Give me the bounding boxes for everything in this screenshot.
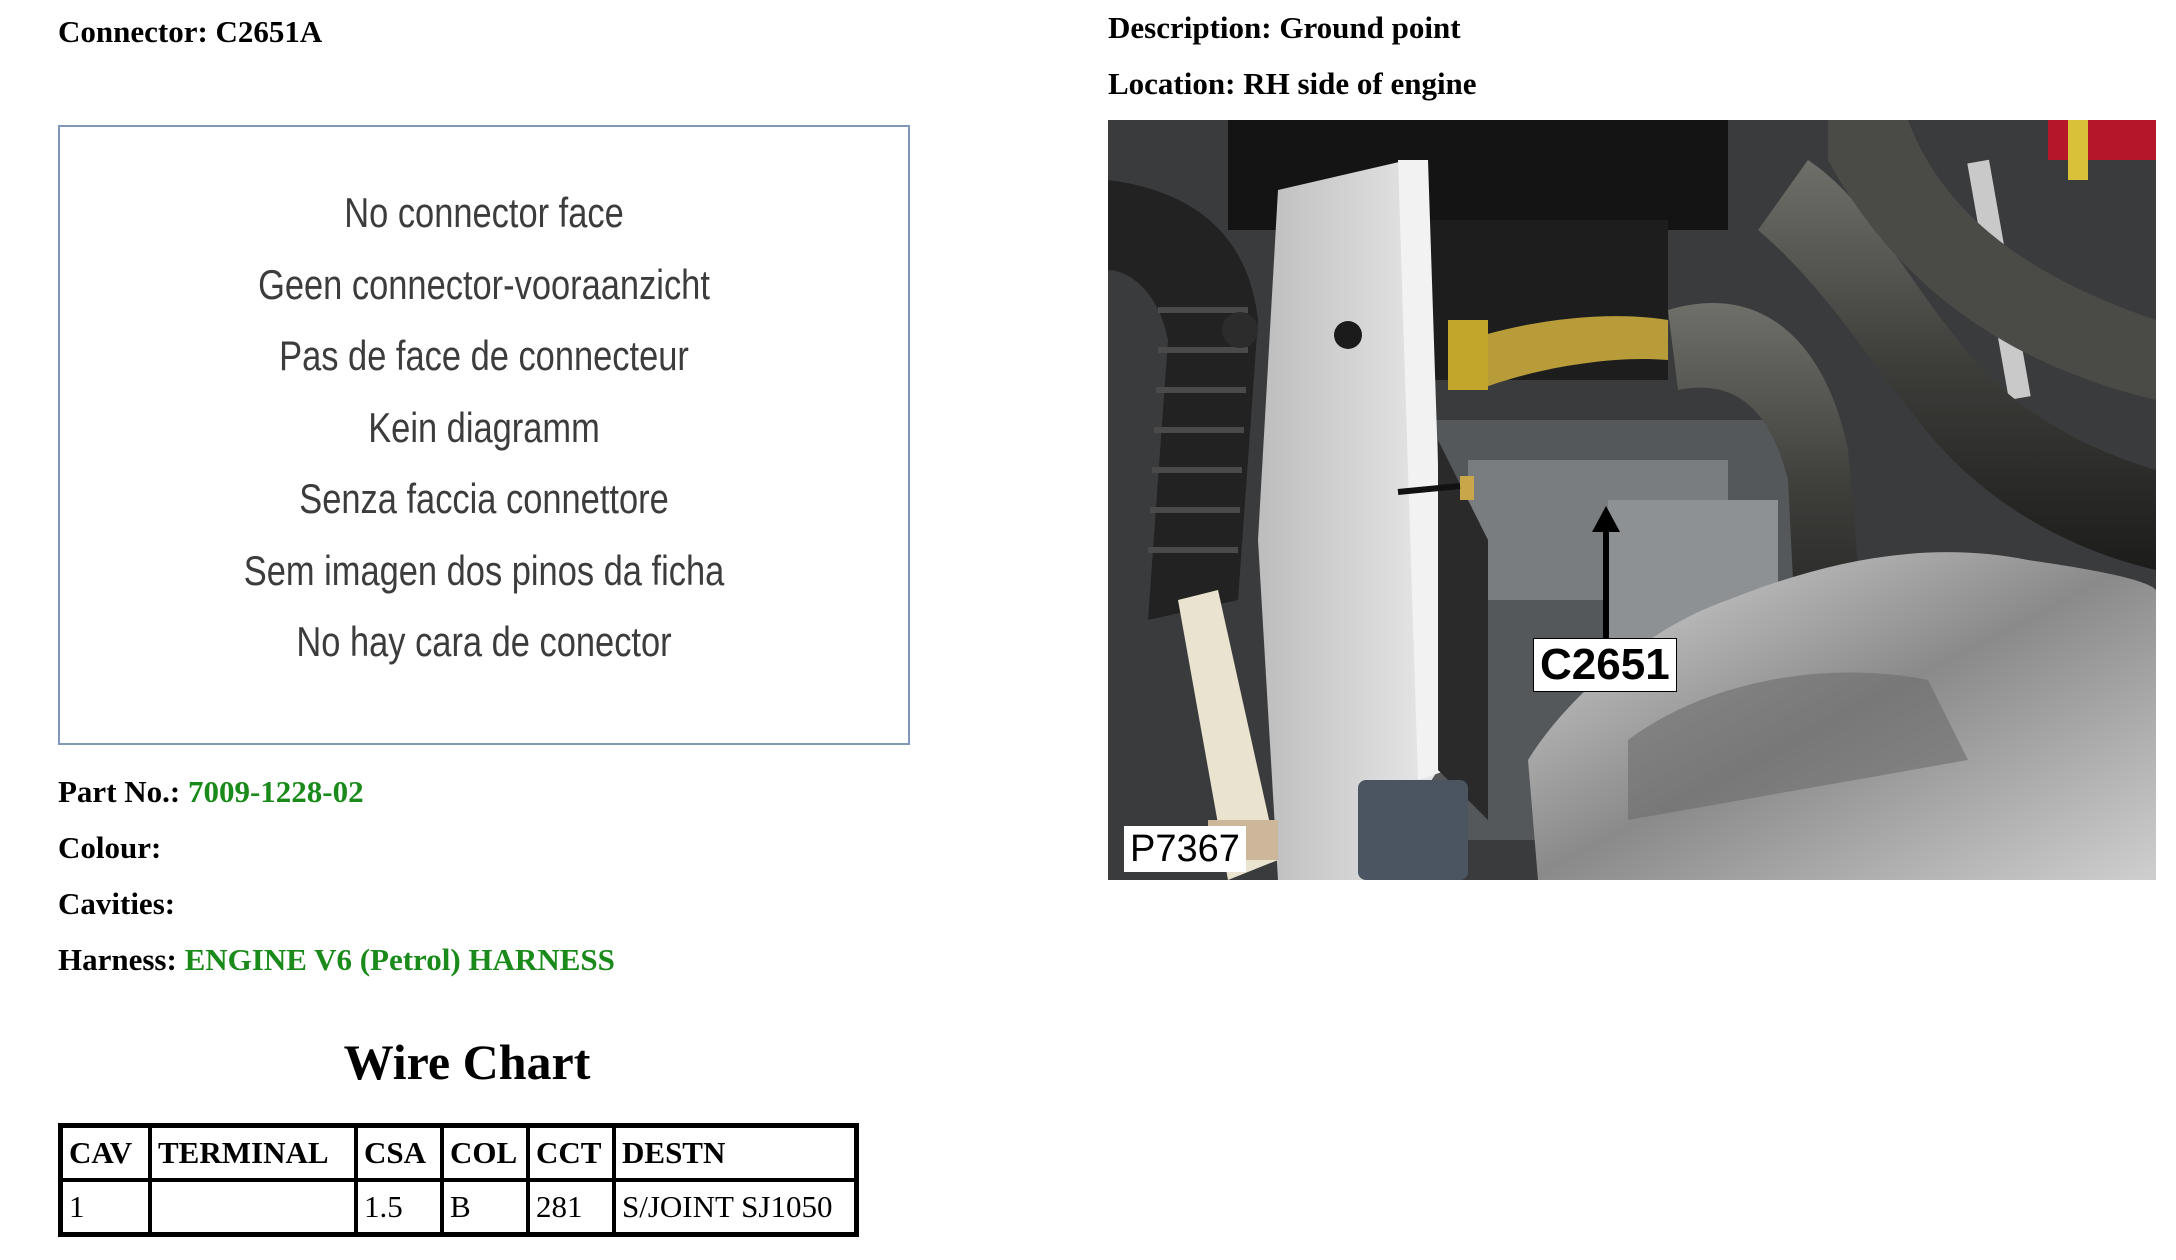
cell-destn: S/JOINT SJ1050 [614, 1180, 857, 1235]
connector-face-line: No hay cara de conector [296, 618, 672, 665]
harness-field [58, 942, 615, 978]
colour-field [58, 830, 161, 866]
connector-face-line: Pas de face de connecteur [279, 332, 689, 379]
description-label: Description: [1108, 10, 1272, 45]
location-field [1108, 66, 1477, 102]
part-no-field [58, 774, 364, 810]
cell-cct: 281 [528, 1180, 614, 1235]
connector-face-panel [58, 125, 910, 745]
cell-csa: 1.5 [356, 1180, 442, 1235]
wire-chart-title: Wire Chart [343, 1034, 591, 1090]
table-header-row [61, 1126, 857, 1181]
column-header-cav: CAV [61, 1126, 151, 1181]
part-no-label: Part No.: [58, 774, 181, 809]
cell-terminal [150, 1180, 356, 1235]
engine-bay-image [1108, 120, 2156, 880]
harness-link[interactable]: ENGINE V6 (Petrol) HARNESS [184, 942, 615, 977]
cavities-label: Cavities: [58, 886, 176, 921]
description-value: Ground point [1279, 10, 1461, 45]
connector-face-line: Senza faccia connettore [299, 475, 669, 522]
connector-face-line: No connector face [344, 189, 624, 236]
connector-face-text [136, 177, 831, 678]
connector-label: Connector: [58, 14, 208, 49]
cell-col: B [442, 1180, 528, 1235]
column-header-cct: CCT [528, 1126, 614, 1181]
connector-value: C2651A [215, 14, 323, 49]
connector-field [58, 14, 322, 50]
photo-callout-label: C2651 [1533, 638, 1677, 692]
location-label: Location: [1108, 66, 1236, 101]
column-header-csa: CSA [356, 1126, 442, 1181]
connector-face-line: Geen connector-vooraanzicht [258, 260, 710, 308]
column-header-col: COL [442, 1126, 528, 1181]
harness-label: Harness: [58, 942, 177, 977]
connector-face-line: Sem imagen dos pinos da ficha [243, 546, 725, 594]
column-header-destn: DESTN [614, 1126, 857, 1181]
colour-label: Colour: [58, 830, 162, 865]
photo-reference-label: P7367 [1124, 826, 1246, 872]
wire-chart-table [58, 1123, 859, 1237]
part-no-link[interactable]: 7009-1228-02 [187, 774, 364, 809]
location-value: RH side of engine [1243, 66, 1477, 101]
location-photo [1108, 120, 2156, 880]
cell-cav: 1 [61, 1180, 151, 1235]
connector-face-line: Kein diagramm [368, 403, 600, 451]
cavities-field [58, 886, 175, 922]
description-field [1108, 10, 1461, 46]
table-row [61, 1180, 857, 1235]
column-header-terminal: TERMINAL [150, 1126, 356, 1181]
